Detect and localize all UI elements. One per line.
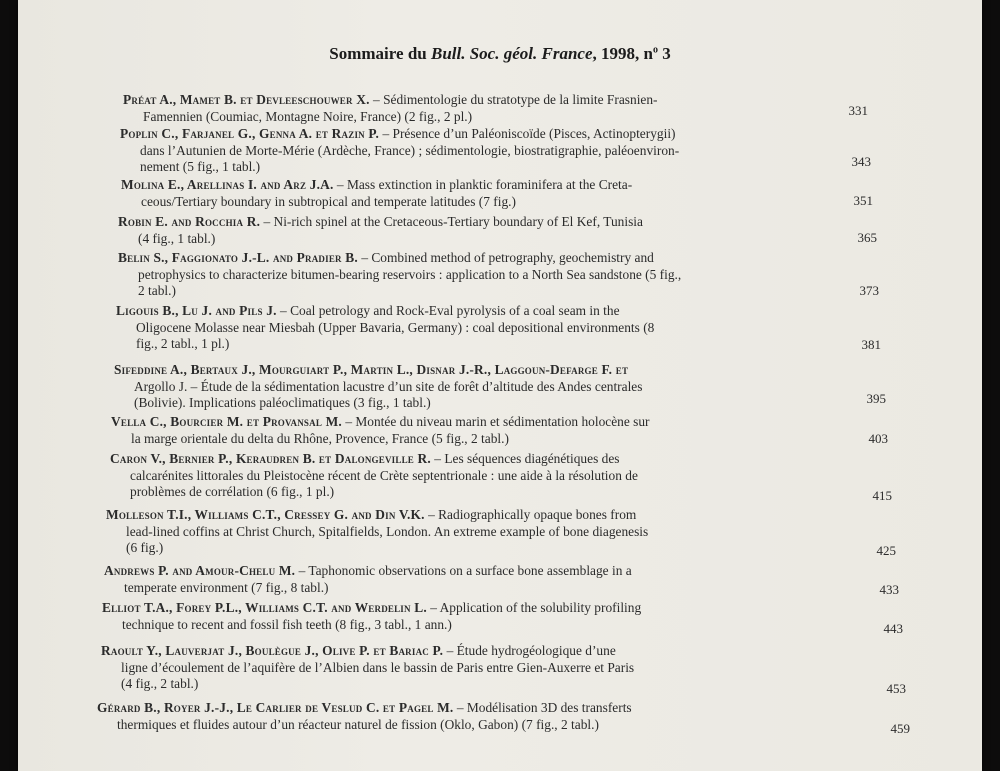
entry-first-line xyxy=(97,700,855,717)
entry-first-line xyxy=(110,451,849,468)
entry-continuation-line: problèmes de corrélation (6 fig., 1 pl.) xyxy=(130,484,335,499)
toc-entry xyxy=(104,563,852,596)
entry-authors: Andrews P. and Amour-Chelu M. xyxy=(104,563,296,578)
entry-page-number: 331 xyxy=(848,103,868,118)
entry-authors: Elliot T.A., Forey P.L., Williams C.T. and Werdelin L. xyxy=(102,600,427,615)
entry-title-start: – Étude hydrogéologique d’une xyxy=(443,643,616,658)
entry-continuation-line: (4 fig., 1 tabl.) xyxy=(138,230,216,246)
page-sheet xyxy=(18,0,982,771)
entry-continuation-line: (Bolivie). Implications paléoclimatiques (3 fig., 1 tabl.) xyxy=(134,395,431,410)
toc-entry xyxy=(121,177,839,210)
toc-entry xyxy=(102,600,854,633)
entry-first-line xyxy=(120,126,835,143)
entry-continuation-line: 2 tabl.) xyxy=(138,283,176,298)
entry-authors: Raoult Y., Lauverjat J., Boulègue J., Olive P. et Bariac P. xyxy=(101,643,444,658)
entry-page-number: 395 xyxy=(866,391,886,406)
entry-authors: Belin S., Faggionato J.-L. and Pradier B. xyxy=(118,250,358,265)
entry-title-start: – Ni-rich spinel at the Cretaceous-Tertiary boundary of El Kef, Tunisia xyxy=(260,214,643,229)
toc-entry xyxy=(110,451,849,501)
toc-entry xyxy=(116,303,844,353)
entry-title-start: – Radiographically opaque bones from xyxy=(424,507,637,522)
toc-entry xyxy=(111,414,848,447)
entry-first-line xyxy=(116,303,844,320)
entry-title-start: – Sédimentologie du stratotype de la limite Frasnien- xyxy=(369,92,658,107)
entry-page-number: 443 xyxy=(883,621,903,636)
entry-authors: Molina E., Arellinas I. and Arz J.A. xyxy=(121,177,334,192)
entry-authors: Sifeddine A., Bertaux J., Mourguiart P., Martin L., Disnar J.-R., Laggoun-Defarge F. et xyxy=(114,362,629,377)
entry-continuation-line: (6 fig.) xyxy=(126,540,164,555)
entry-authors: Caron V., Bernier P., Keraudren B. et Dalongeville R. xyxy=(110,451,431,466)
toc-entry xyxy=(118,214,840,247)
toc-entry xyxy=(123,92,833,125)
entry-title-start: – Mass extinction in planktic foraminifera at the Creta- xyxy=(333,177,633,192)
entry-authors: Vella C., Bourcier M. et Provansal M. xyxy=(111,414,342,429)
entry-continuation-line: ligne d’écoulement de l’aquifère de l’Albien dans le bassin de Paris entre Gien-Auxerre et Paris xyxy=(121,659,635,675)
entry-continuation-line: calcarénites littorales du Pleistocène récent de Crète septentrionale : une aide à la résolution de xyxy=(130,467,638,483)
toc-entry xyxy=(101,643,856,693)
entry-authors: Ligouis B., Lu J. and Pils J. xyxy=(116,303,277,318)
entry-title-start: – Montée du niveau marin et sédimentation holocène sur xyxy=(341,414,650,429)
entry-page-number: 403 xyxy=(868,431,888,446)
entry-page-number: 425 xyxy=(876,543,896,558)
entry-first-line xyxy=(118,250,842,267)
entry-continuation-line: fig., 2 tabl., 1 pl.) xyxy=(136,336,230,351)
entry-first-line xyxy=(118,214,840,231)
entry-page-number: 459 xyxy=(890,721,910,736)
toc-entry xyxy=(114,362,846,412)
title-number: 3 xyxy=(657,44,671,63)
entry-continuation-line: thermiques et fluides autour d’un réacteur naturel de fission (Oklo, Gabon) (7 fig., 2 tabl.) xyxy=(117,716,599,732)
toc-entry xyxy=(106,507,851,557)
title-suffix: , 1998, n xyxy=(592,44,653,63)
entry-title-start: – Taphonomic observations on a surface bone assemblage in a xyxy=(295,563,632,578)
entry-title-start: – Application of the solubility profiling xyxy=(426,600,642,615)
entry-title-start: – Présence d’un Paléoniscoïde (Pisces, Actinopterygii) xyxy=(379,126,676,141)
entry-first-line xyxy=(104,563,852,580)
title-prefix: Sommaire du xyxy=(329,44,431,63)
entry-continuation-line: la marge orientale du delta du Rhône, Provence, France (5 fig., 2 tabl.) xyxy=(131,430,509,446)
entry-continuation-line: Famennien (Coumiac, Montagne Noire, France) (2 fig., 2 pl.) xyxy=(143,108,473,124)
entry-page-number: 351 xyxy=(853,193,873,208)
entry-continuation-line: ceous/Tertiary boundary in subtropical and temperate latitudes (7 fig.) xyxy=(141,193,516,209)
entry-page-number: 415 xyxy=(872,488,892,503)
entry-page-number: 433 xyxy=(879,582,899,597)
title-journal: Bull. Soc. géol. France xyxy=(430,44,593,63)
page-title xyxy=(18,44,982,64)
entry-first-line xyxy=(101,643,856,660)
toc-entry xyxy=(120,126,835,176)
entry-page-number: 365 xyxy=(857,230,877,245)
entry-title-start: – Modélisation 3D des transferts xyxy=(453,700,632,715)
entry-authors: Poplin C., Farjanel G., Genna A. et Razin P. xyxy=(120,126,380,141)
entry-continuation-line: technique to recent and fossil fish teeth (8 fig., 3 tabl., 1 ann.) xyxy=(122,616,452,632)
entry-continuation-line: Oligocene Molasse near Miesbah (Upper Bavaria, Germany) : coal depositional environments (8 xyxy=(136,319,655,335)
entry-continuation-line: nement (5 fig., 1 tabl.) xyxy=(140,159,261,174)
entry-page-number: 453 xyxy=(886,681,906,696)
entry-first-line xyxy=(106,507,851,524)
entry-title-start: – Coal petrology and Rock-Eval pyrolysis of a coal seam in the xyxy=(276,303,620,318)
entry-authors: Robin E. and Rocchia R. xyxy=(118,214,261,229)
entry-first-line xyxy=(111,414,848,431)
entry-authors: Gérard B., Royer J.-J., Le Carlier de Veslud C. et Pagel M. xyxy=(97,700,454,715)
entry-page-number: 343 xyxy=(851,154,871,169)
entry-continuation-line: (4 fig., 2 tabl.) xyxy=(121,676,199,691)
entry-first-line xyxy=(121,177,839,194)
entry-continuation-line: Argollo J. – Étude de la sédimentation lacustre d’un site de forêt d’altitude des Andes centrales xyxy=(134,378,643,394)
entry-page-number: 373 xyxy=(859,283,879,298)
entry-authors: Molleson T.I., Williams C.T., Cressey G. and Din V.K. xyxy=(106,507,425,522)
entry-page-number: 381 xyxy=(861,337,881,352)
entry-continuation-line: petrophysics to characterize bitumen-bearing reservoirs : application to a North Sea sandstone (5 fig., xyxy=(138,266,682,282)
entry-continuation-line: dans l’Autunien de Morte-Mérie (Ardèche, France) ; sédimentologie, biostratigraphie, paléoenviron- xyxy=(140,142,680,158)
toc-entry xyxy=(97,700,855,733)
entry-title-start: – Combined method of petrography, geochemistry and xyxy=(357,250,654,265)
entry-first-line xyxy=(123,92,833,109)
entry-title-start: – Les séquences diagénétiques des xyxy=(430,451,620,466)
entry-first-line xyxy=(114,362,846,379)
title-issue-sup: o xyxy=(652,44,658,56)
entry-continuation-line: temperate environment (7 fig., 8 tabl.) xyxy=(124,579,329,595)
toc-entry xyxy=(118,250,842,300)
entry-authors: Préat A., Mamet B. et Devleeschouwer X. xyxy=(123,92,370,107)
entry-continuation-line: lead-lined coffins at Christ Church, Spitalfields, London. An extreme example of bone diagenesis xyxy=(126,523,649,539)
entry-first-line xyxy=(102,600,854,617)
